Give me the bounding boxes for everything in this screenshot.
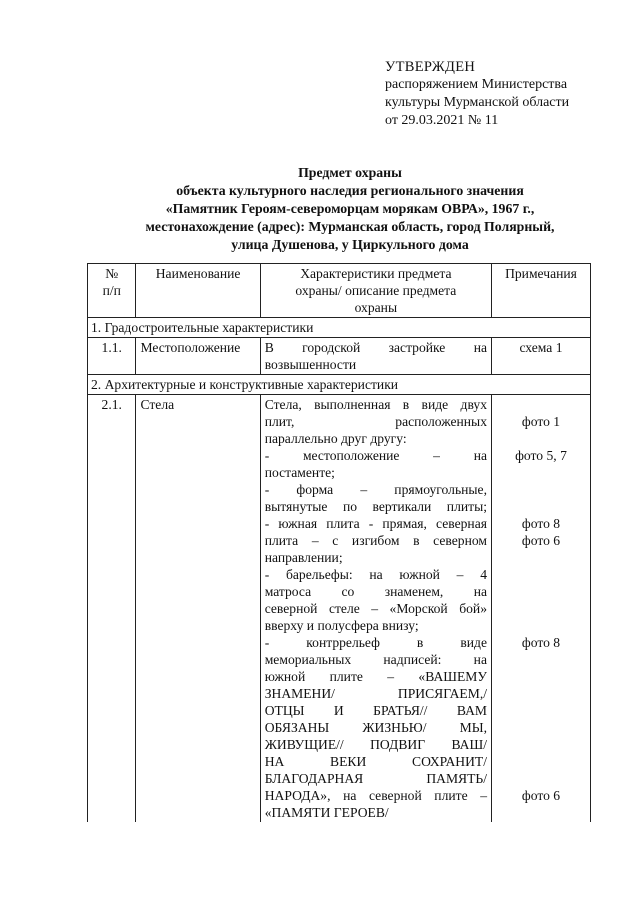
description-line: ЖИВУЩИЕ// ПОДВИГ ВАШ/: [264, 737, 487, 752]
photo-reference: фото 6: [521, 788, 561, 803]
row-description: [260, 338, 491, 375]
note-spacer: [496, 566, 586, 583]
description-line: - контррельеф в виде: [264, 635, 487, 650]
photo-reference: фото 1: [521, 414, 561, 429]
note-spacer: [496, 719, 586, 736]
header-number-sign: №: [105, 266, 119, 281]
title-line: местонахождение (адрес): Мурманская область, город Полярный,: [145, 219, 555, 234]
approval-line: культуры Мурманской области: [385, 95, 570, 110]
title-line: «Памятник Героям-североморцам морякам ОВРА», 1967 г.,: [165, 201, 535, 216]
note-spacer: [496, 600, 586, 617]
table-row: [88, 338, 591, 375]
note-spacer: [496, 702, 586, 719]
header-number-pp: п/п: [102, 283, 121, 298]
description-line: мемориальных надписей: на: [264, 652, 487, 667]
description-line: ОБЯЗАНЫ ЖИЗНЬЮ/ МЫ,: [264, 720, 487, 735]
note-spacer: [496, 770, 586, 787]
row-note: схема 1: [492, 338, 591, 375]
photo-reference: фото 5, 7: [515, 448, 567, 463]
description-line: ЗНАМЕНИ/ ПРИСЯГАЕМ,/: [264, 686, 487, 701]
approval-date: от 29.03.2021 № 11: [385, 113, 499, 128]
row-number: 2.1.: [88, 395, 136, 823]
description-line: - местоположение – на: [264, 448, 487, 463]
note-spacer: [496, 804, 586, 821]
title-line: улица Душенова, у Циркульного дома: [231, 237, 469, 252]
header-desc-line: Характеристики предмета: [300, 266, 452, 281]
description-line: северной стеле – «Морской бой»: [264, 601, 487, 616]
note-spacer: [496, 668, 586, 685]
row-name: Местоположение: [136, 338, 260, 375]
description-line: «ПАМЯТИ ГЕРОЕВ/: [264, 805, 389, 820]
description-line: - форма – прямоугольные,: [264, 482, 487, 497]
description-line: плит, расположенных: [264, 414, 487, 429]
note-spacer: [496, 464, 586, 481]
section-row: [88, 318, 591, 338]
approval-heading: УТВЕРЖДЕН: [385, 59, 476, 75]
note-spacer: [496, 396, 586, 413]
document-title: [60, 164, 640, 254]
description-line: возвышенности: [264, 357, 357, 372]
title-line: Предмет охраны: [298, 165, 402, 180]
note-spacer: [496, 753, 586, 770]
description-line: параллельно друг другу:: [264, 431, 407, 446]
description-line: матроса со знаменем, на: [264, 584, 487, 599]
protection-table: [87, 263, 591, 822]
note-spacer: [496, 498, 586, 515]
description-line: вытянутые по вертикали плиты;: [264, 499, 487, 514]
photo-reference: фото 8: [521, 635, 561, 650]
description-line: плита – с изгибом в северном: [264, 533, 487, 548]
note-spacer: [496, 685, 586, 702]
table-header-row: [88, 264, 591, 318]
header-desc-line: охраны/ описание предмета: [295, 283, 457, 298]
description-line: Стела, выполненная в виде двух: [264, 397, 487, 412]
row-name: Стела: [136, 395, 260, 823]
description-line: направлении;: [264, 550, 343, 565]
section-title: 1. Градостроительные характеристики: [88, 318, 591, 338]
description-line: ОТЦЫ И БРАТЬЯ// ВАМ: [264, 703, 487, 718]
title-line: объекта культурного наследия регионального значения: [176, 183, 524, 198]
note-spacer: [496, 430, 586, 447]
description-line: НАРОДА», на северной плите –: [264, 788, 487, 803]
table-row: [88, 395, 591, 823]
note-spacer: [496, 481, 586, 498]
approval-stamp: [385, 58, 569, 130]
description-line: - южная плита - прямая, северная: [264, 516, 487, 531]
note-spacer: [496, 617, 586, 634]
row-number: 1.1.: [88, 338, 136, 375]
header-name: Наименование: [136, 264, 260, 318]
description-line: - барельефы: на южной – 4: [264, 567, 487, 582]
note-spacer: [496, 736, 586, 753]
description-line: южной плите – «ВАШЕМУ: [264, 669, 487, 684]
row-notes: [492, 395, 591, 823]
header-description: [260, 264, 491, 318]
header-number: [88, 264, 136, 318]
description-line: НА ВЕКИ СОХРАНИТ/: [264, 754, 487, 769]
description-line: вверху и полусфера внизу;: [264, 618, 419, 633]
section-title: 2. Архитектурные и конструктивные характеристики: [88, 375, 591, 395]
description-line: В городской застройке на: [264, 340, 487, 355]
note-spacer: [496, 651, 586, 668]
header-desc-line: охраны: [354, 300, 398, 315]
note-spacer: [496, 583, 586, 600]
description-line: БЛАГОДАРНАЯ ПАМЯТЬ/: [264, 771, 487, 786]
description-line: постаменте;: [264, 465, 335, 480]
header-notes: Примечания: [492, 264, 591, 318]
note-spacer: [496, 549, 586, 566]
section-row: [88, 375, 591, 395]
photo-reference: фото 6: [521, 533, 561, 548]
photo-reference: фото 8: [521, 516, 561, 531]
row-description: [260, 395, 491, 823]
approval-line: распоряжением Министерства: [385, 77, 568, 92]
